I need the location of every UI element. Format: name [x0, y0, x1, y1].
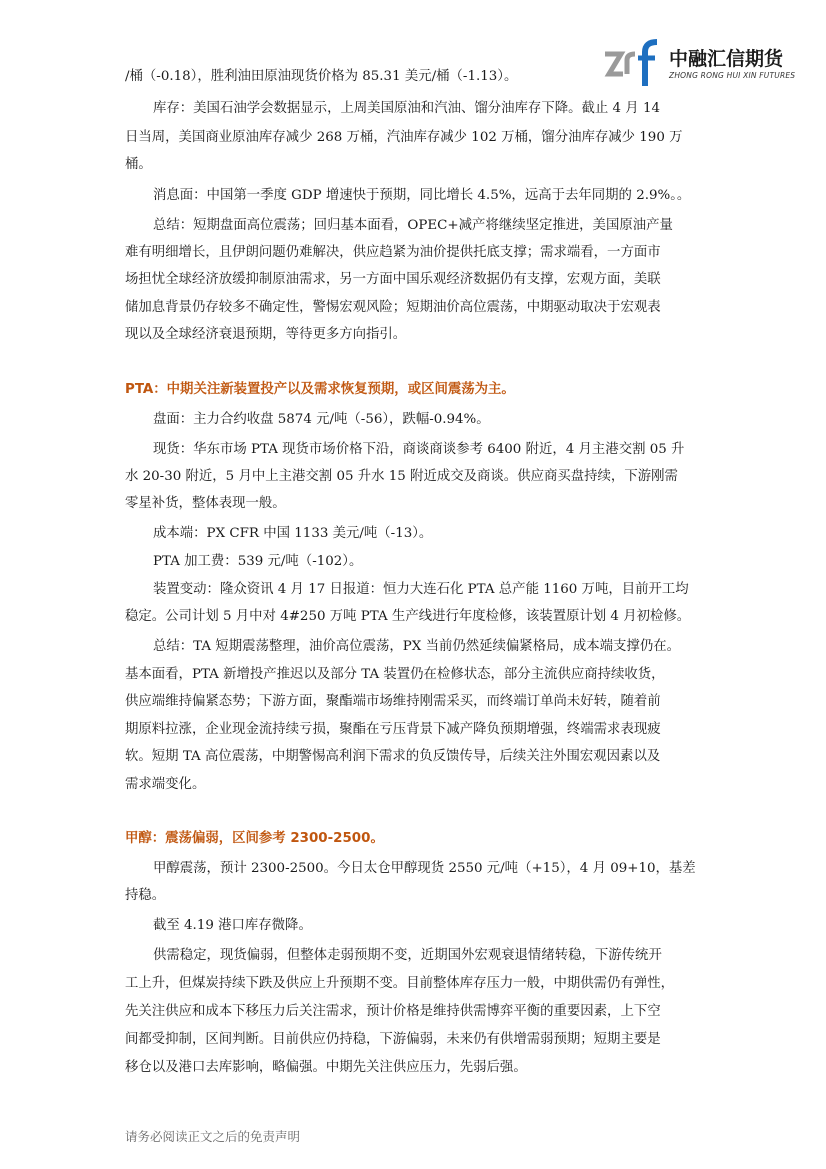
- pta-plant-line: 装置变动：隆众资讯 4 月 17 日报道：恒力大连石化 PTA 总产能 1160 万吨，目前开工均: [153, 582, 689, 597]
- crude-summary-line: 难有明细增长，且伊朗问题仍难解决，供应趋紧为油价提供托底支撑；需求端看，一方面市: [125, 245, 661, 260]
- crude-inventory-line: 库存：美国石油学会数据显示，上周美国原油和汽油、馏分油库存下降。截止 4 月 14: [153, 101, 660, 116]
- crude-news-line: 消息面：中国第一季度 GDP 增速快于预期，同比增长 4.5%，远高于去年同期的 2.9%。。: [153, 188, 691, 203]
- pta-summary-line: 总结：TA 短期震荡整理，油价高位震荡，PX 当前仍然延续偏紧格局，成本端支撑仍在。: [153, 639, 680, 654]
- pta-spot-line: 水 20-30 附近，5 月中上主港交割 05 升水 15 附近成交及商谈。供应商买盘持续，下游刚需: [125, 469, 678, 484]
- pta-summary-line: 需求端变化。: [125, 777, 206, 792]
- pta-summary-line: 供应端维持偏紧态势；下游方面，聚酯端市场维持刚需采买，而终端订单尚未好转，随着前: [125, 694, 661, 709]
- pta-summary-line: 期原料拉涨，企业现金流持续亏损，聚酯在亏压背景下减产降负预期增强，终端需求表现疲: [125, 722, 661, 737]
- crude-summary-line: 现以及全球经济衰退预期，等待更多方向指引。: [125, 327, 407, 342]
- crude-summary-line: 总结：短期盘面高位震荡；回归基本面看，OPEC+减产将继续坚定推进，美国原油产量: [153, 218, 673, 233]
- crude-line: /桶（-0.18），胜利油田原油现货价格为 85.31 美元/桶（-1.13）。: [125, 69, 518, 84]
- pta-spot-line: 现货：华东市场 PTA 现货市场价格下沿，商谈商谈参考 6400 附近，4 月主港交割 05 升: [153, 442, 685, 457]
- methanol-section-heading: 甲醇：震荡偏弱，区间参考 2300-2500。: [125, 831, 384, 846]
- methanol-summary-line: 先关注供应和成本下移压力后关注需求，预计价格是维持供需博弈平衡的重要因素，上下空: [125, 1004, 661, 1019]
- crude-summary-line: 场担忧全球经济放缓抑制原油需求，另一方面中国乐观经济数据仍有支撑，宏观方面，美联: [125, 272, 661, 287]
- methanol-summary-line: 移仓以及港口去库影响，略偏强。中期先关注供应压力，先弱后强。: [125, 1060, 527, 1075]
- pta-plant-line: 稳定。公司计划 5 月中对 4#250 万吨 PTA 生产线进行年度检修，该装置原计划 4 月初检修。: [125, 609, 691, 624]
- methanol-summary-line: 工上升，但煤炭持续下跌及供应上升预期不变。目前整体库存压力一般，中期供需仍有弹性，: [125, 976, 675, 991]
- methanol-line: 持稳。: [125, 888, 166, 903]
- methanol-summary-line: 间都受抑制，区间判断。目前供应仍持稳，下游偏弱，未来仍有供增需弱预期；短期主要是: [125, 1032, 661, 1047]
- methanol-inventory-line: 截至 4.19 港口库存微降。: [153, 918, 312, 933]
- pta-section-heading: PTA：中期关注新装置投产以及需求恢复预期，或区间震荡为主。: [125, 382, 515, 397]
- crude-inventory-line: 桶。: [125, 157, 152, 172]
- pta-summary-line: 软。短期 TA 高位震荡，中期警惕高利润下需求的负反馈传导，后续关注外围宏观因素以及: [125, 749, 661, 764]
- disclaimer-footer: 请务必阅读正文之后的免责声明: [125, 1129, 301, 1144]
- logo-english-name: ZHONG RONG HUI XIN FUTURES: [669, 71, 796, 80]
- pta-spot-line: 零星补货，整体表现一般。: [125, 496, 286, 511]
- crude-inventory-line: 日当周，美国商业原油库存减少 268 万桶，汽油库存减少 102 万桶，馏分油库存减少 190 万: [125, 130, 683, 145]
- crude-summary-line: 储加息背景仍存较多不确定性，警惕宏观风险；短期油价高位震荡，中期驱动取决于宏观表: [125, 300, 661, 315]
- pta-margin-line: PTA 加工费：539 元/吨（-102）。: [153, 554, 363, 569]
- methanol-line: 甲醇震荡，预计 2300-2500。今日太仓甲醇现货 2550 元/吨（+15），4 月 09+10，基差: [153, 861, 696, 876]
- pta-line: 盘面：主力合约收盘 5874 元/吨（-56），跌幅-0.94%。: [153, 412, 490, 427]
- methanol-summary-line: 供需稳定，现货偏弱，但整体走弱预期不变，近期国外宏观衰退情绪转稳，下游传统开: [153, 948, 662, 963]
- pta-cost-line: 成本端：PX CFR 中国 1133 美元/吨（-13）。: [153, 526, 433, 541]
- pta-summary-line: 基本面看，PTA 新增投产推迟以及部分 TA 装置仍在检修状态，部分主流供应商持续收货，: [125, 667, 665, 682]
- logo-chinese-name: 中融汇信期货: [669, 48, 784, 70]
